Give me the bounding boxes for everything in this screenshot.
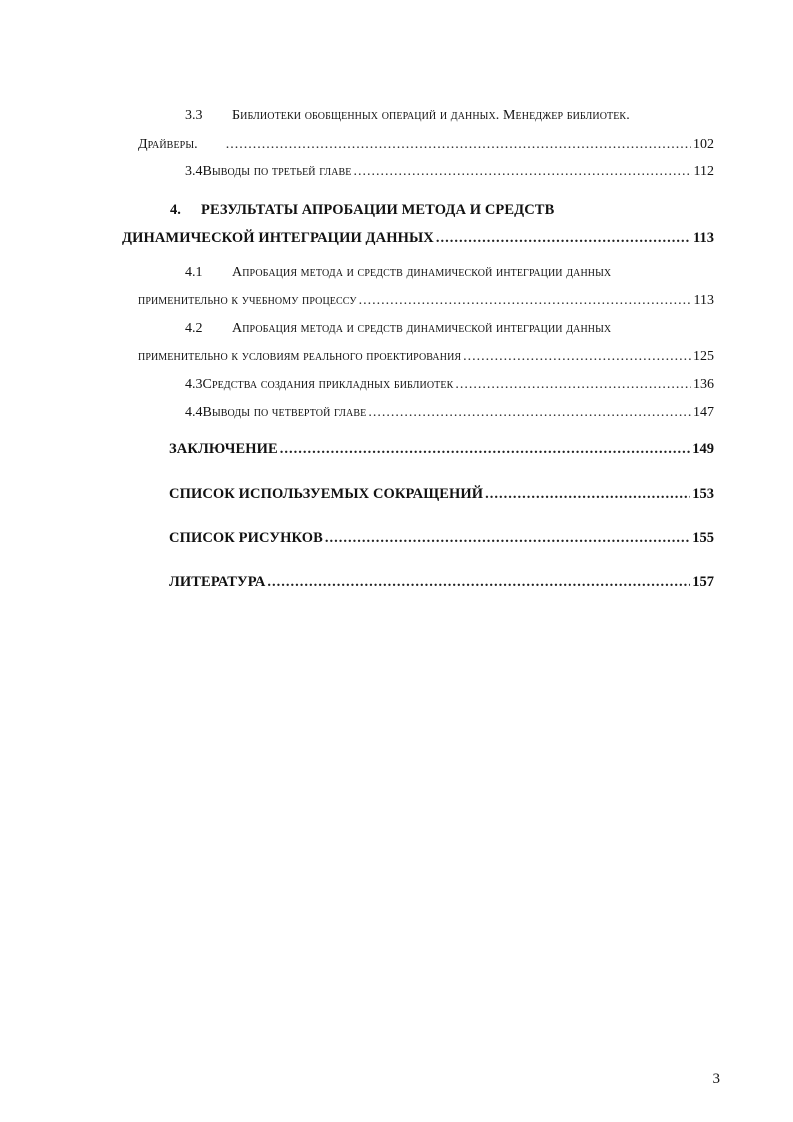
page-ref: 149	[692, 441, 714, 457]
page-number: 3	[712, 1071, 720, 1087]
section-title: Библиотеки обобщенных операций и данных. Менеджер библиотек.	[232, 108, 630, 123]
dot-leader	[436, 229, 691, 247]
dot-leader	[368, 404, 691, 422]
toc-entry-4-2-line1	[185, 320, 715, 338]
dot-leader	[325, 529, 690, 547]
chapter-title-continued: ДИНАМИЧЕСКОЙ ИНТЕГРАЦИИ ДАННЫХ	[122, 230, 434, 246]
dot-leader	[359, 292, 692, 310]
toc-chapter-4-line1	[170, 201, 710, 219]
toc-chapter-4-line2	[122, 229, 714, 247]
toc-entry-4-4	[185, 404, 714, 422]
page-ref: 157	[692, 574, 714, 590]
chapter-number: 4.	[170, 202, 181, 218]
toc-entry-3-3-line1	[185, 107, 715, 125]
dot-leader	[455, 376, 691, 394]
section-number: 4.4	[185, 405, 203, 420]
section-title: Выводы по третьей главе	[202, 164, 352, 179]
dot-leader	[354, 163, 692, 181]
section-title-continued: применительно к учебному процессу	[138, 293, 357, 308]
entry-title: ЛИТЕРАТУРА	[169, 574, 266, 590]
page-ref: 147	[693, 405, 714, 420]
dot-leader	[463, 348, 691, 366]
section-title: Выводы по четвертой главе	[202, 405, 367, 420]
section-title: Апробация метода и средств динамической интеграции данных	[232, 265, 612, 280]
toc-literature	[169, 573, 714, 591]
page-ref: 125	[693, 349, 714, 364]
toc-figures	[169, 529, 714, 547]
toc-entry-3-4	[185, 163, 714, 181]
dot-leader	[485, 485, 690, 503]
toc-entry-3-3-line2	[138, 136, 714, 154]
toc-entry-4-3	[185, 376, 714, 394]
page-ref: 112	[693, 164, 714, 179]
section-number: 3.3	[185, 108, 203, 123]
page-ref: 113	[693, 293, 714, 308]
page-ref: 155	[692, 530, 714, 546]
toc-conclusion	[169, 440, 714, 458]
toc-abbreviations	[169, 485, 714, 503]
section-title-continued: применительно к условиям реального проектирования	[138, 349, 462, 364]
page-ref: 153	[692, 486, 714, 502]
entry-title: ЗАКЛЮЧЕНИЕ	[169, 441, 278, 457]
page-ref: 113	[693, 230, 714, 246]
dot-leader	[267, 573, 690, 591]
section-number: 4.1	[185, 265, 203, 280]
dot-leader	[280, 440, 690, 458]
section-title: Средства создания прикладных библиотек	[202, 377, 454, 392]
entry-title: СПИСОК РИСУНКОВ	[169, 530, 323, 546]
section-number: 4.2	[185, 321, 203, 336]
chapter-title: РЕЗУЛЬТАТЫ АПРОБАЦИИ МЕТОДА И СРЕДСТВ	[201, 202, 555, 218]
page-ref: 136	[693, 377, 714, 392]
dot-leader	[226, 136, 691, 154]
toc-entry-4-2-line2	[138, 348, 714, 366]
section-title: Апробация метода и средств динамической интеграции данных	[232, 321, 612, 336]
page-ref: 102	[693, 137, 714, 152]
toc-entry-4-1-line1	[185, 264, 715, 282]
section-title-continued: Драйверы.	[138, 137, 198, 152]
section-number: 3.4	[185, 164, 203, 179]
section-number: 4.3	[185, 377, 203, 392]
toc-entry-4-1-line2	[138, 292, 714, 310]
entry-title: СПИСОК ИСПОЛЬЗУЕМЫХ СОКРАЩЕНИЙ	[169, 486, 484, 502]
